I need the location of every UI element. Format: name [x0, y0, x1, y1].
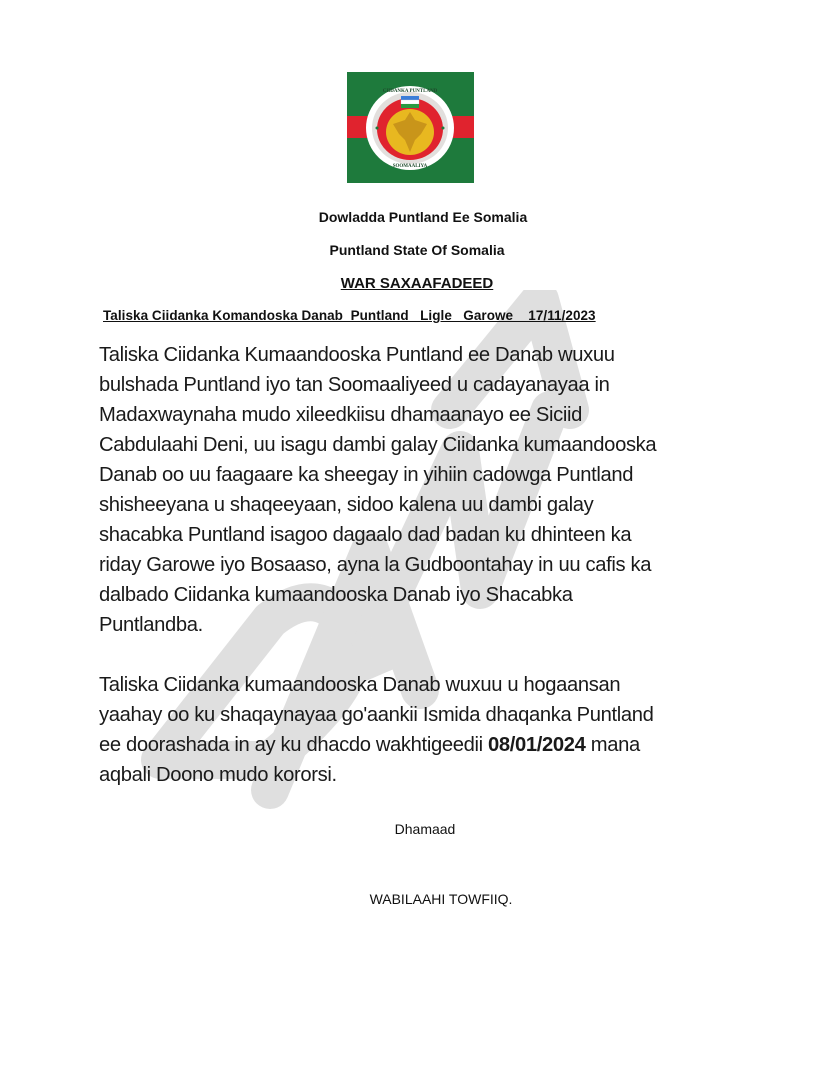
paragraph-line: bulshada Puntland iyo tan Soomaaliyeed u cadayanayaa in [99, 374, 610, 396]
issuer-location-date-line: Taliska Ciidanka Komandoska Danab Puntland Ligle Garowe 17/11/2023 [103, 308, 596, 323]
text-run: ee doorashada in ay ku dhacdo wakhtigeedii [99, 734, 488, 756]
paragraph-line: shisheeyana u shaqeeyaan, sidoo kalena uu dambi galay [99, 494, 594, 516]
paragraph-line: shacabka Puntland isagoo dagaalo dad badan ku dhinteen ka [99, 524, 632, 546]
paragraph-line: Puntlandba. [99, 614, 203, 636]
paragraph-line: dalbado Ciidanka kumaandooska Danab iyo Shacabka [99, 584, 573, 606]
paragraph-line: yaahay oo ku shaqaynayaa go'aankii Ismida dhaqanka Puntland [99, 704, 654, 726]
paragraph-line: Danab oo uu faagaare ka sheegay in yihiin cadowga Puntland [99, 464, 634, 486]
body-paragraph-2 [99, 670, 739, 790]
paragraph-line [99, 730, 739, 760]
paragraph-line: Madaxwaynaha mudo xileedkiisu dhamaanayo ee Siciid [99, 404, 582, 426]
paragraph-line: aqbali Doono mudo kororsi. [99, 764, 337, 786]
paragraph-line: Taliska Ciidanka kumaandooska Danab wuxuu u hogaansan [99, 674, 621, 696]
svg-text:SOOMAALIYA: SOOMAALIYA [392, 164, 428, 169]
election-date: 08/01/2024 [488, 734, 586, 756]
body-paragraph-1 [99, 340, 739, 640]
svg-text:CIIDANKA PUNTLAND: CIIDANKA PUNTLAND [382, 89, 438, 94]
text-run: mana [585, 734, 640, 756]
header-government-somali: Dowladda Puntland Ee Somalia [318, 209, 528, 225]
document-title: WAR SAXAAFADEED [340, 275, 494, 292]
paragraph-line: Cabdulaahi Deni, uu isagu dambi galay Ciidanka kumaandooska [99, 434, 657, 456]
signoff: WABILAAHI TOWFIIQ. [369, 891, 513, 907]
puntland-danab-logo [347, 72, 474, 183]
paragraph-line: riday Garowe iyo Bosaaso, ayna la Gudboontahay in uu cafis ka [99, 554, 652, 576]
paragraph-line: Taliska Ciidanka Kumaandooska Puntland ee Danab wuxuu [99, 344, 615, 366]
header-government-english: Puntland State Of Somalia [329, 242, 505, 258]
end-marker: Dhamaad [394, 821, 456, 837]
